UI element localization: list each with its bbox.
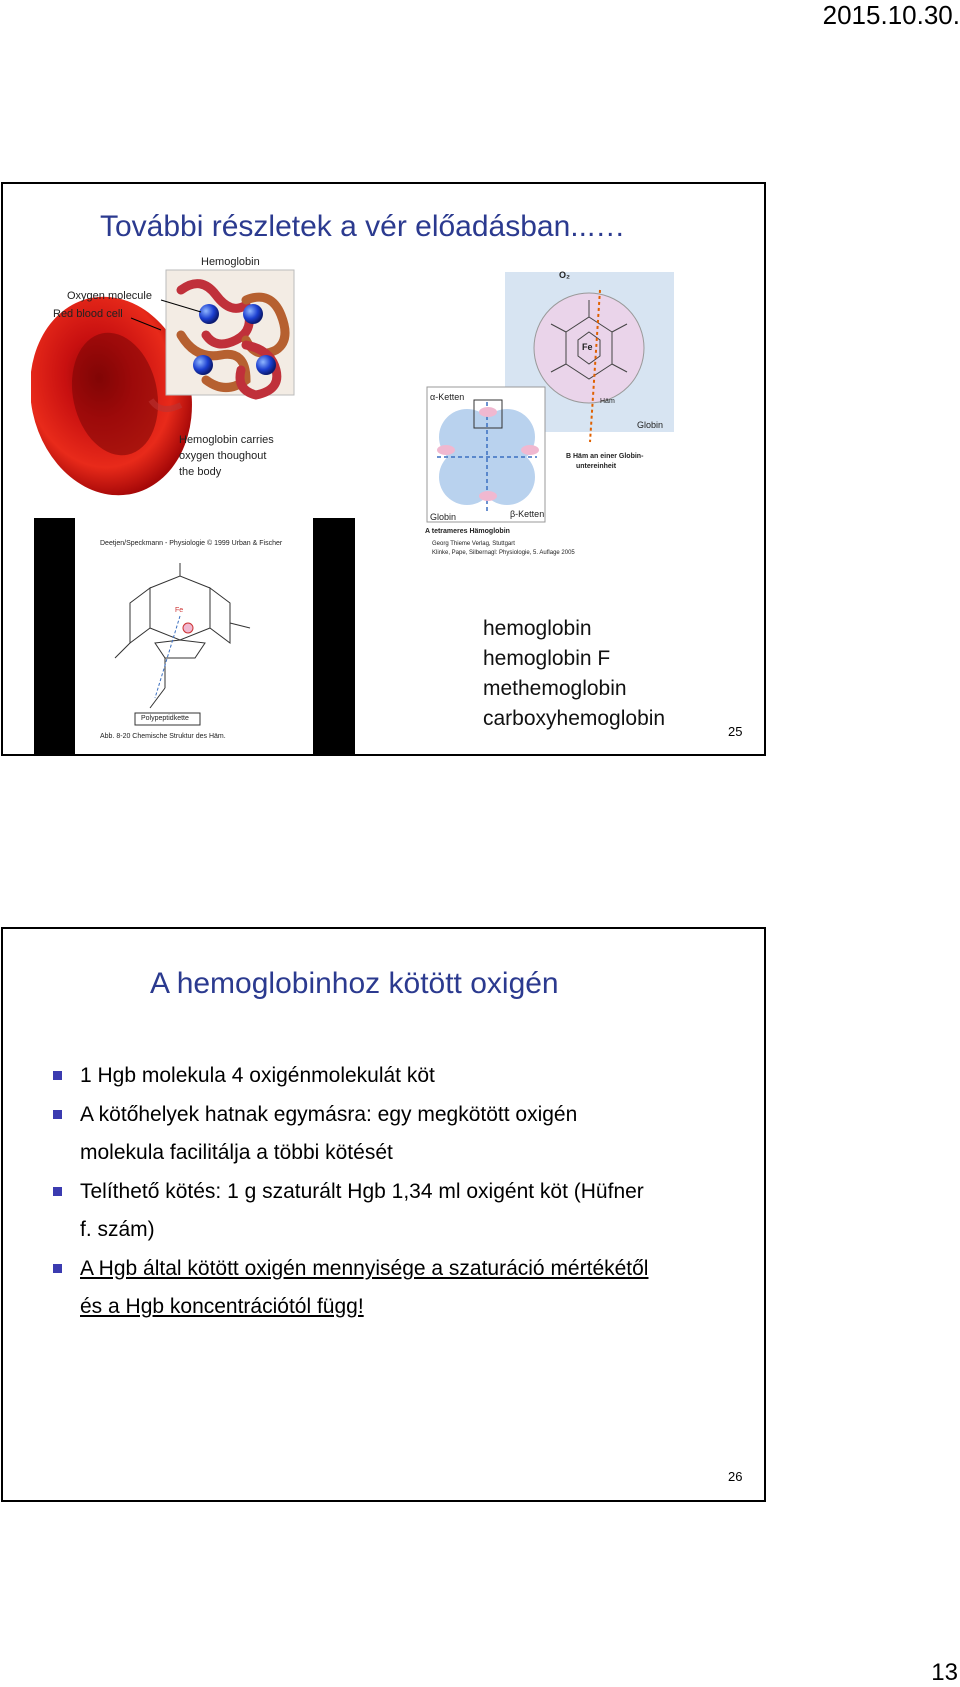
label-red-blood-cell: Red blood cell bbox=[53, 308, 123, 320]
label-oxygen-molecule: Oxygen molecule bbox=[67, 290, 152, 302]
structure-caption: Abb. 8-20 Chemische Struktur des Häm. bbox=[100, 733, 226, 740]
label-globin-right: Globin bbox=[637, 420, 664, 430]
heme-skeletal-formula bbox=[75, 518, 313, 756]
list-item: methemoglobin bbox=[483, 677, 627, 700]
bullet-list bbox=[53, 1057, 753, 1327]
caption-b: B Häm an einer Globin- untereinheit bbox=[566, 453, 644, 470]
label-ham: Häm bbox=[600, 398, 615, 405]
list-item: carboxyhemoglobin bbox=[483, 707, 666, 730]
page-number: 13 bbox=[931, 1659, 958, 1686]
bullet-item: A Hgb által kötött oxigén mennyisége a szaturáció mértékétől és a Hgb koncentrációtól függ! bbox=[53, 1250, 753, 1327]
label-fe: Fe bbox=[582, 342, 593, 352]
bullet-square-icon bbox=[53, 1187, 62, 1196]
label-beta-chains: β-Ketten bbox=[510, 509, 545, 519]
structure-header: Deetjen/Speckmann - Physiologie © 1999 Urban & Fischer bbox=[100, 540, 283, 547]
slide-26 bbox=[1, 927, 766, 1502]
label-o2: O₂ bbox=[559, 270, 570, 280]
document-date: 2015.10.30. bbox=[822, 0, 960, 30]
list-item: hemoglobin F bbox=[483, 647, 611, 670]
heme-illustration bbox=[422, 272, 687, 564]
label-fe-structure: Fe bbox=[175, 607, 184, 614]
label-globin-left: Globin bbox=[430, 512, 457, 522]
bullet-item: A kötőhelyek hatnak egymásra: egy megkötött oxigén molekula facilitálja a többi kötését bbox=[53, 1096, 753, 1173]
bullet-item: 1 Hgb molekula 4 oxigénmolekulát köt bbox=[53, 1057, 753, 1096]
caption-a: A tetrameres Hämoglobin bbox=[425, 528, 510, 535]
red-blood-cell-hemoglobin-figure bbox=[31, 256, 323, 500]
list-item: hemoglobin bbox=[483, 617, 592, 640]
bullet-item: Telíthető kötés: 1 g szaturált Hgb 1,34 ml oxigént köt (Hüfner f. szám) bbox=[53, 1173, 753, 1250]
bullet-square-icon bbox=[53, 1110, 62, 1119]
label-alpha-chains: α-Ketten bbox=[430, 392, 465, 402]
structure-panel bbox=[75, 518, 313, 756]
bullet-square-icon bbox=[53, 1071, 62, 1080]
bullet-square-icon bbox=[53, 1264, 62, 1273]
hemoglobin-types-list bbox=[483, 614, 665, 734]
heme-chemical-structure-figure bbox=[34, 518, 355, 756]
slide-title: A hemoglobinhoz kötött oxigén bbox=[150, 967, 559, 1000]
label-hemoglobin: Hemoglobin bbox=[201, 256, 260, 268]
slide-title: További részletek a vér előadásban...… bbox=[100, 210, 626, 243]
label-polypeptide-chain: Polypeptidkette bbox=[141, 715, 189, 722]
figure-credit: Georg Thieme Verlag, Stuttgart Klinke, Pape, Silbernagl: Physiologie, 5. Auflage 2005 bbox=[432, 541, 575, 556]
slide-number: 26 bbox=[728, 1469, 743, 1484]
slide-25 bbox=[1, 182, 766, 756]
heme-structure-diagram bbox=[422, 272, 687, 564]
slide-number: 25 bbox=[728, 724, 743, 739]
caption-hemoglobin-carries: Hemoglobin carries oxygen thoughout the body bbox=[179, 434, 274, 478]
